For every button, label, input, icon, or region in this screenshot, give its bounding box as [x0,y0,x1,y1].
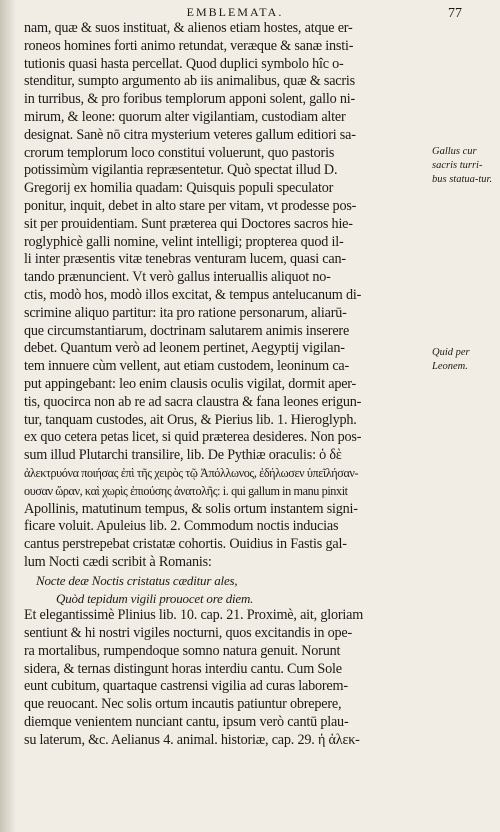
text-line: stenditur, sumpto argumento ab iis animalibus, quæ & sacris [24,73,355,90]
text-line: Et elegantissimè Plinius lib. 10. cap. 21. Proximè, ait, gloriam [24,607,364,624]
text-line: sidera, & ternas distingunt horas interdiu cantu. Cum Sole [24,660,342,677]
text-line: sentiunt & hi nostri vigiles nocturni, quos excitandis in ope- [24,625,353,642]
text-line: que circumstantiarum, doctrinam salutarem animis inserere [24,322,350,339]
text-line: debet. Quantum verò ad leonem pertinet, Aegyptij vigilan- [24,340,345,357]
running-header: EMBLEMATA. [186,5,284,19]
text-line: tem innuere cùm vellent, aut etiam custodem, leoninum ca- [24,358,350,375]
text-line: nam, quæ & suos instituat, & alienos etiam hostes, atque er- [24,20,353,36]
marginal-note: Gallus cur sacris turri-bus statua-tur. [432,146,493,185]
text-line: crorum templorum loco constitui voluerunt, quo pastoris [24,144,335,161]
text-line: tutionis quasi hasta percellat. Quod duplici symbolo hîc o- [24,55,344,72]
text-line: ctis, modò hos, modò illos excitat, & tempus antelucanum di- [24,286,362,303]
page-number: 77 [448,6,462,21]
verse-line: Nocte deæ Noctis cristatus cæditur ales, [36,572,238,588]
text-line: cantus perstrepebat cristatæ cohortis. Ouidius in Fastis gal- [24,536,347,553]
text-line: put appingebant: leo enim clausis oculis vigilat, dormit aper- [24,375,357,392]
text-line: ponitur, inquit, debet in alto stare per vitam, vt prodesse pos- [24,197,357,214]
text-line: scrimine aliquo partitur: ita pro ratione personarum, aliarū- [24,304,347,321]
verse-line: Quòd tepidum vigili prouocet ore diem. [56,590,254,606]
text-line: tis, quocirca non ab re ad sacra claustra & fana leones erigun- [24,393,362,410]
text-line: lum Nocti cædi scribit à Romanis: [24,553,212,570]
text-line: roglyphicè galli nomine, velint intelligi; propterea quod il- [24,233,344,250]
marginal-note: Quid per Leonem. [432,347,470,372]
text-line: ficare voluit. Apuleius lib. 2. Commodum noctis inducias [24,518,339,535]
text-line: que reuocant. Nec solis ortum incautis patiuntur obrepere, [24,696,342,713]
greek-quote-line: ουσαν ὥραν, καὶ χωρὶς ἐπιούσης ἀνατολῆς: i. qui gallum in manu pinxit [24,483,348,498]
text-line: li inter præsentis vitæ tenebras venturam lucem, quasi can- [24,251,346,268]
text-line: ra mortalibus, rumpendoque somno natura genuit. Norunt [24,642,341,659]
text-line: designat. Sanè nō citra mysterium veteres gallum editiori sa- [24,126,356,143]
main-text [24,20,428,750]
text-line: sit per prouidentiam. Sunt præterea qui Doctores sacros hie- [24,215,353,232]
text-line: mirum, & leone: quorum alter vigilantiam, custodiam alter [24,108,346,125]
text-line: in turribus, & pro foribus templorum apponi solent, gallo ni- [24,91,356,108]
text-line: su laterum, &c. Aelianus 4. animal. historiæ, cap. 29. ἡ ἀλεκ- [24,731,360,748]
text-line: Apollinis, matutinum tempus, & solis ortum instantem signi- [24,500,358,517]
text-line: Gregorij ex homilia quadam: Quisquis populi speculator [24,180,334,197]
text-line: potissimùm vigilantia repræsentetur. Quò spectat illud D. [24,162,338,179]
text-line: eunt cubitum, quartaque castrensi vigilia ad curas laborem- [24,678,348,695]
text-line: tur, tanquam custodes, ait Orus, & Pierius lib. 1. Hieroglyph. [24,411,357,428]
page-gutter-shadow [0,0,16,832]
text-line: tando prænuncient. Vt verò gallus interuallis aliquot no- [24,269,331,286]
greek-quote-line: ἀλεκτρυόνα ποιήσας ἐπὶ τῆς χειρὸς τῷ Ἀπόλλωνος, ἐδήλωσεν ὑπεῖλήσαν- [24,465,359,480]
text-line: ex quo cetera petas licet, si quid præterea desideres. Non pos- [24,429,362,446]
text-line: diemque venientem nunciant cantu, ipsum verò cantū plau- [24,714,349,731]
text-line: roneos homines forti animo retundat, veræque & sanæ insti- [24,37,354,54]
text-line: sum illud Plutarchi transilire, lib. De Pythiæ oraculis: ὁ δὲ [24,447,342,464]
